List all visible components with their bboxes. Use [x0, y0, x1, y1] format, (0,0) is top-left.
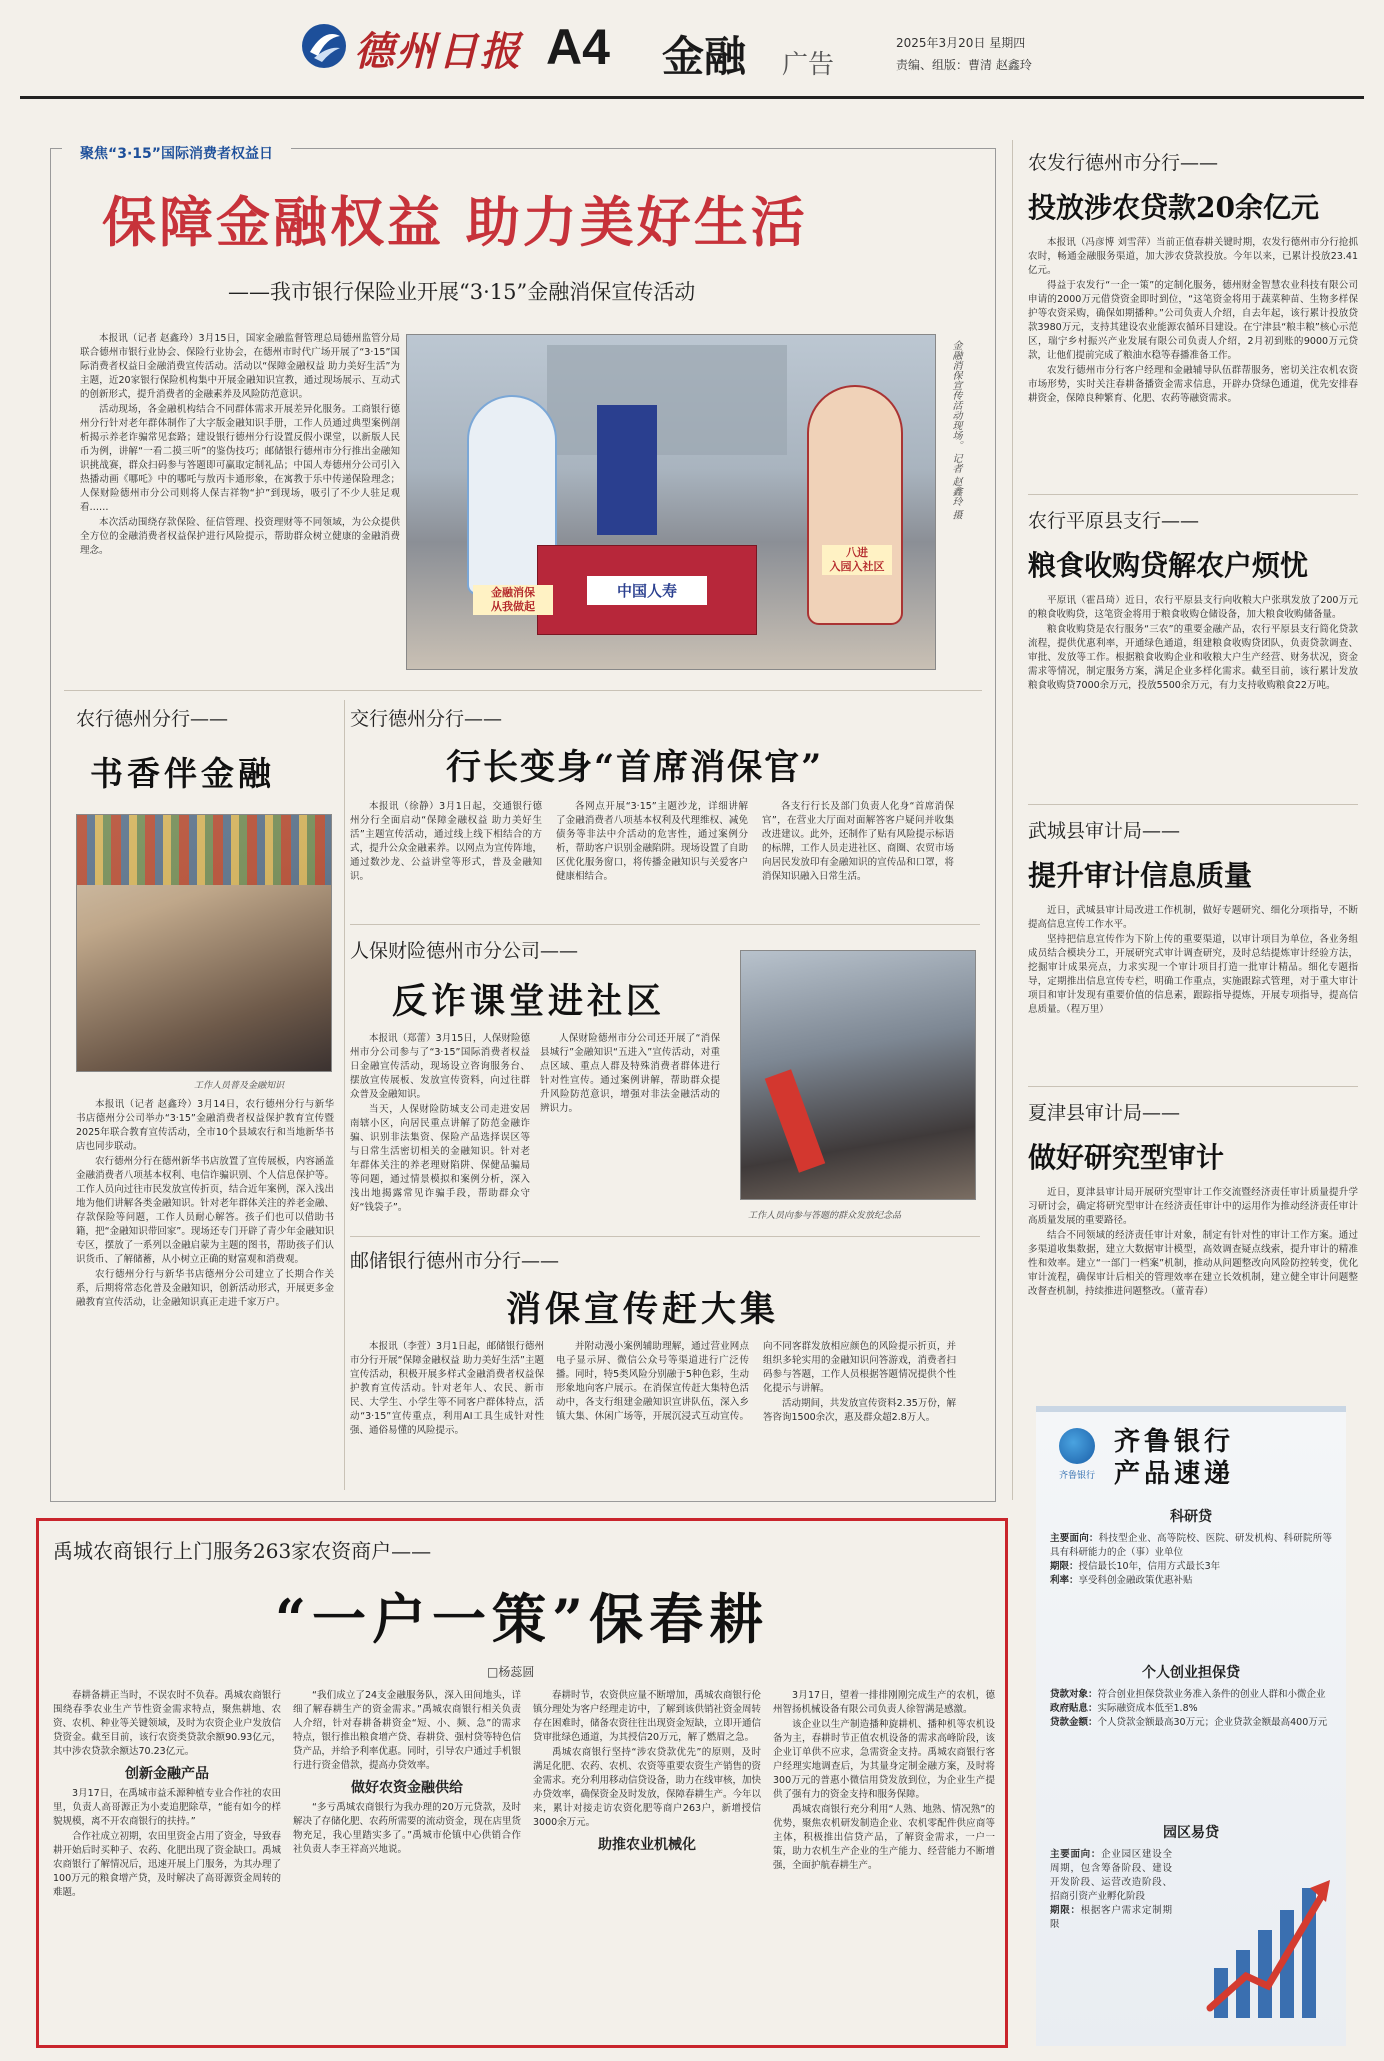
- article-headline: 书香伴金融: [90, 754, 275, 793]
- article-kicker: 农发行德州市分行——: [1028, 152, 1219, 174]
- comm-body-col3: [762, 800, 954, 918]
- picc-paragraph: 当天，人保财险防城支公司走进安居南辖小区，向居民重点讲解了防范金融诈骗、识别非法集资、保险产品选择误区等与日常生活密切相关的金融知识。针对老年群体关注的养老理财陷阱、保健品骗局等问题，通过情景模拟和案例分析，深入浅出地揭露常见诈骗手段，帮助群众守好“钱袋子”。: [350, 1104, 530, 1213]
- yucheng-subhead: 创新金融产品: [125, 1766, 209, 1782]
- display-board: [597, 405, 657, 535]
- article-kicker: 武城县审计局——: [1028, 820, 1181, 842]
- issue-date: 2025年3月20日 星期四: [896, 36, 1026, 50]
- mascot-right: [807, 385, 903, 625]
- psbc-body-col1: [350, 1340, 544, 1490]
- picc-body-col1: [350, 1032, 530, 1227]
- section-divider: [1028, 494, 1358, 495]
- sash: [765, 1069, 826, 1173]
- xiajin-body: [1028, 1186, 1358, 1386]
- qilu-logo-text: 齐鲁银行: [1058, 1471, 1095, 1481]
- sign-text: 八进: [846, 546, 868, 559]
- yucheng-paragraph: “多亏禹城农商银行为我办理的20万元贷款，及时解决了存储化肥、农药所需要的流动资金，现在店里货物充足，我心里踏实多了。”禹城市伦镇中心供销合作社负责人李王祥高兴地说。: [293, 1802, 521, 1855]
- qilu-row-label: 贷款对象：: [1050, 1689, 1098, 1700]
- yucheng-paragraph: 合作社成立初期，农田里资金占用了资金，导致春耕开始后时买种子、农药、化肥出现了资金缺口。禹城农商银行了解情况后，迅速开展上门服务，为其办理了100万元的粮食增产贷，及时解决了高哥源资金周转的难题。: [53, 1831, 281, 1898]
- xiajin-paragraph: 近日，夏津县审计局开展研究型审计工作交流暨经济责任审计质量提升学习研讨会，确定将研究型审计在经济责任审计中的运用作为推动经济责任审计高质量发展的重要路径。: [1028, 1187, 1358, 1226]
- abc-body: [76, 1098, 334, 1486]
- masthead: [0, 0, 1384, 100]
- article-kicker: 夏津县审计局——: [1028, 1102, 1181, 1124]
- section-tag: 广告: [782, 50, 835, 80]
- qilu-section-title: 科研贷: [1170, 1509, 1212, 1525]
- yucheng-col4: [773, 1689, 995, 2041]
- comm-body-col1: [350, 800, 542, 918]
- qilu-row: [1036, 1848, 1186, 1932]
- agri-dev-article: [1028, 148, 1364, 488]
- section-name: 金融: [662, 32, 747, 81]
- qilu-title: 齐鲁银行 产品速递: [1114, 1427, 1235, 1489]
- feature-photo: [406, 334, 936, 670]
- agri-dev-body: [1028, 236, 1358, 486]
- abc-paragraph: 本报讯（记者 赵鑫玲）3月14日，农行德州分行与新华书店德州分公司举办“3·15”金融消费者权益保护教育宣传暨2025年联合教育宣传活动，全市10个县域农行和当地新华书店也同步联动。: [76, 1099, 334, 1152]
- yucheng-paragraph: 禹城农商银行充分利用“人熟、地熟、情况熟”的优势，聚焦农机研发制造企业、农机零配件供应商等主体，积极推出信贷产品，了解资金需求，一户一策，助力农机生产企业的生产能力、经营能力不断增强，全面护航春耕生产。: [773, 1804, 995, 1871]
- agri-pingyuan-article: [1028, 506, 1364, 798]
- qilu-row: [1036, 1532, 1346, 1588]
- abc-paragraph: 农行德州分行在德州新华书店放置了宣传展板，内容涵盖金融消费者八项基本权利、电信诈骗识别、个人信息保护等。工作人员向过往市民发放宣传折页，结合近年案例，深入浅出地为他们讲解各类金融知识。针对老年群体关注的养老金融、存款保险等问题，工作人员耐心解答。孩子们也可以借助书籍，把“金融知识带回家”。现场还专门开辟了青少年金融知识专区，摆放了一系列以金融启蒙为主题的图书，帮助孩子们认识货币、了解储蓄，从小树立正确的财富观和消费观。: [76, 1156, 334, 1265]
- qilu-row-text: 企业园区建设全周期，包含筹备阶段、建设开发阶段、运营改造阶段、招商引资产业孵化阶段: [1050, 1849, 1172, 1902]
- yucheng-col2: [293, 1689, 521, 2041]
- feature-banner: [62, 141, 291, 167]
- qilu-row-label: 贷款金额：: [1050, 1717, 1098, 1728]
- qilu-row-label: 利率：: [1050, 1575, 1079, 1586]
- feature-photo-building: [547, 345, 787, 455]
- article-headline: 消保宣传赶大集: [506, 1289, 780, 1330]
- article-kicker: 人保财险德州市分公司——: [350, 940, 579, 962]
- wucheng-paragraph: 坚持把信息宣传作为下阶上传的重要渠道，以审计项目为单位，各业务组成员结合模块分工，开展研究式审计调查研究，及时总结提炼审计经验方法，挖掘审计成果亮点，力求实现一个审计项目打造一批审计精品。细化专题指导，定期推出信息宣传专栏，明确工作重点，实施跟踪式管理，对于重大审计项目和审计发现有重要价值的信息素，跟踪指导提炼，开展专项指导，提高信息质量。（程万里）: [1028, 934, 1358, 1015]
- article-headline: 行长变身“首席消保官”: [446, 747, 824, 788]
- paper-name: 德州日报: [354, 28, 522, 75]
- psbc-paragraph: 活动期间，共发放宣传资料2.35万份，解答咨询1500余次，惠及群众超2.8万人。: [763, 1398, 956, 1423]
- agri-dev-paragraph: 本报讯（冯彦博 刘雪萍）当前正值春耕关键时期，农发行德州市分行抢抓农时，畅通金融服务渠道，加大涉农贷款投放。今年以来，已累计投放23.41亿元。: [1028, 237, 1358, 276]
- qilu-row: [1036, 1688, 1346, 1730]
- section-divider: [350, 1236, 980, 1237]
- feature-paragraph: 本次活动围绕存款保险、征信管理、投资理财等不同领域，为公众提供全方位的金融消费者权益保护进行风险提示，帮助群众树立健康的金融消费理念。: [80, 517, 400, 556]
- editor-credits: 责编、组版：曹清 赵鑫玲: [896, 58, 1032, 72]
- qilu-row-label: 主要面向：: [1050, 1849, 1102, 1860]
- article-kicker: 邮储银行德州市分行——: [350, 1250, 560, 1272]
- qilu-row-label: 政府贴息：: [1050, 1703, 1098, 1714]
- qilu-section-title: 个人创业担保贷: [1142, 1665, 1240, 1681]
- qilu-row-text: 科技型企业、高等院校、医院、研发机构、科研院所等具有科研能力的企（事）业单位: [1050, 1533, 1332, 1558]
- growth-chart-icon: [1206, 1858, 1336, 2028]
- yucheng-paragraph: 禹城农商银行坚持“涉农贷款优先”的原则，及时满足化肥、农药、农机、农资等重要农资生产销售的资金需求。充分利用移动信贷设备，助力在线审核，加快办贷效率，确保资金及时发放，保障春耕生产。今年以来，累计对接走访农资化肥等商户263户，新增授信3000余万元。: [533, 1747, 761, 1828]
- sign-text: 金融消保: [491, 586, 535, 599]
- yucheng-article: [36, 1518, 1008, 2048]
- feature-headline: 保障金融权益 助力美好生活: [102, 190, 808, 254]
- qilu-row-text: 享受科创金融政策优惠补贴: [1078, 1575, 1193, 1586]
- sign-text: 从我做起: [491, 600, 535, 613]
- qilu-section: [1036, 1656, 1346, 1730]
- psbc-article: [350, 1242, 990, 1492]
- feature-paragraph: 活动现场，各金融机构结合不同群体需求开展差异化服务。工商银行德州分行针对老年群体制作了大字版金融知识手册，工作人员通过典型案例剖析揭示养老诈骗常见套路；建设银行德州分行设置反假小课堂，以新版人民币为例，讲解“一看二摸三听”的鉴伪技巧；邮储银行德州市分行推出金融知识挑战赛，群众扫码参与答题即可赢取定制礼品；中国人寿德州分公司引入热播动画《哪吒》中的哪吒与敖丙卡通形象，在寓教于乐中传递保险理念；人保财险德州市分公司则将人保吉祥物“护”到现场，吸引了不少人驻足观看……: [80, 404, 400, 513]
- comm-paragraph: 各支行行长及部门负责人化身“首席消保官”，在营业大厅面对面解答客户疑问并收集改进建议。此外，还制作了贴有风险提示标语的标牌，工作人员走进社区、商圈、农贸市场向居民发放印有金融知识的宣传品和口罩，将消保知识融入日常生活。: [762, 801, 954, 882]
- yucheng-paragraph: 3月17日，在禹城市益禾源种植专业合作社的农田里，负责人高哥源正为小麦追肥除草，“能有如今的样貌规模，离不开农商银行的扶持。”: [53, 1788, 281, 1827]
- agri-dev-paragraph: 得益于农发行“一企一策”的定制化服务，德州财金智慧农业科技有限公司申请的2000万元借贷资金即时到位，“这笔资金将用于蔬菜种苗、生物多样保护等农资采购，确保如期播种。”公司负责人介绍，自去年起，该行累计投放贷款3980万元，支持其建设农业能源农循环目建设。在宁津县“粮丰粮”核心示范区，瑞宁乡村振兴产业发展有限公司负责人介绍，2月初到账的9000万元贷款，让他们提前完成了粮油水稳等春播准备工作。: [1028, 280, 1358, 361]
- column-divider: [344, 700, 345, 1490]
- comm-article: [350, 700, 990, 920]
- article-headline: 反诈课堂进社区: [392, 981, 666, 1022]
- sign-panel: [822, 545, 892, 575]
- yucheng-paragraph: 春耕时节，农资供应量不断增加，禹城农商银行伦镇分理处为客户经理走访中，了解到该供销社资金周转存在困难时，储备农资往往出现资金短缺，立即开通信贷审批绿色通道，为其授信20万元，解了燃眉之急。: [533, 1690, 761, 1743]
- abc-article: [64, 700, 342, 1490]
- yucheng-paragraph: 3月17日，望着一排排刚刚完成生产的农机，德州智扬机械设备有限公司负责人徐智满是感激。: [773, 1690, 995, 1715]
- feature-headline-block: [88, 172, 988, 332]
- feature-paragraph: 本报讯（记者 赵鑫玲）3月15日，国家金融监督管理总局德州监管分局联合德州市银行业协会、保险行业协会，在德州市时代广场开展了“3·15”国际消费者权益日金融消费宣传活动。活动以“保障金融权益 助力美好生活”为主题，近20家银行保险机构集中开展金融知识宣教，通过现场展示、互动式的创新形式，提升消费者的金融素养及风险防范意识。: [80, 333, 400, 400]
- qilu-row-text: 授信最长10年，信用方式最长3年: [1078, 1561, 1221, 1572]
- section-divider: [1028, 1086, 1358, 1087]
- masthead-rule: [20, 96, 1364, 99]
- comm-paragraph: 本报讯（徐静）3月1日起，交通银行德州分行全面启动“保障金融权益 助力美好生活”主题宣传活动，通过线上线下相结合的方式，提升公众金融素养。以网点为宣传阵地，通过数沙龙、公益讲堂等形式，普及金融知识。: [350, 801, 542, 882]
- qilu-section: [1036, 1500, 1346, 1588]
- yucheng-col1: [53, 1689, 281, 2041]
- page-number: A4: [546, 19, 610, 75]
- article-headline: 投放涉农贷款20余亿元: [1028, 191, 1319, 224]
- picc-paragraph: 人保财险德州市分公司还开展了“消保县城行”金融知识“五进入”宣传活动，对重点区域、重点人群及特殊消费者群体进行针对性宣传。通过案例讲解，帮助群众提升风险防范意识，增强对非法金融活动的辨识力。: [540, 1033, 720, 1114]
- qilu-logo-icon: [1059, 1428, 1095, 1464]
- sign-panel: [473, 585, 553, 615]
- table-sign: 中国人寿: [587, 576, 707, 605]
- qilu-row-text: 符合创业担保贷款业务准入条件的创业人群和小微企业: [1097, 1689, 1326, 1700]
- psbc-paragraph: 并附动漫小案例辅助理解，通过营业网点电子显示屏、微信公众号等渠道进行广泛传播。同时，特5类风险分别融于5种色彩，生动形象地向客户展示。在消保宣传赶大集特色活动中，各支行组建金融知识宣讲队伍，深入乡镇大集、休闲广场等，开展沉浸式互动宣传。向不同客群发放相应颜色的风险提示折页，并组织多轮实用的金融知识问答游戏，消费者扫码参与答题，工作人员根据答题情况提供个性化提示与讲解。: [556, 1341, 956, 1422]
- qilu-row-text: 实际融资成本低至1.8%: [1097, 1703, 1198, 1714]
- article-kicker: 交行德州分行——: [350, 708, 503, 730]
- psbc-paragraph: 本报讯（李萱）3月1日起，邮储银行德州市分行开展“保障金融权益 助力美好生活”主题宣传活动，积极开展多样式金融消费者权益保护教育宣传活动。针对老年人、农民、新市民、大学生、小学生等不同客户群体特点，活动“3·15”宣传重点，利用AI工具生成针对性强、通俗易懂的风险提示。: [350, 1341, 544, 1436]
- qilu-ad: [1036, 1406, 1346, 2046]
- yucheng-subhead: 助推农业机械化: [598, 1837, 696, 1853]
- article-headline: 粮食收购贷解农户烦忧: [1028, 549, 1309, 582]
- abc-photo: [76, 814, 332, 1072]
- article-kicker: 农行德州分行——: [76, 708, 229, 730]
- feature-subhead: ——我市银行保险业开展“3·15”金融消保宣传活动: [228, 280, 696, 304]
- bookshelf: [77, 815, 332, 885]
- byline: □杨蕊圆: [487, 1665, 535, 1679]
- yucheng-paragraph: “我们成立了24支金融服务队，深入田间地头，详细了解春耕生产的资金需求。”禹城农商银行相关负责人介绍，针对春耕备耕资金“短、小、频、急”的需求特点，银行推出粮食增产贷、春耕贷、强村贷等特色信贷产品，并给予利率优惠。同时，引导农户通过手机银行进行资金借款，提高办贷效率。: [293, 1690, 521, 1771]
- picc-body-col2: [540, 1032, 720, 1227]
- picc-photo: [740, 950, 976, 1200]
- agri-dev-paragraph: 农发行德州市分行客户经理和金融辅导队伍群帮服务，密切关注农机农资市场形势，实时关注春耕备播资金需求信息，开辟办贷绿色通道，优先安排春耕资金，保障良种繁育、化肥、农药等融资需求。: [1028, 365, 1358, 404]
- section-divider: [1028, 804, 1358, 805]
- yucheng-subhead: 做好农资金融供给: [351, 1780, 463, 1796]
- abc-photo-caption: 工作人员普及金融知识: [194, 1081, 285, 1091]
- wucheng-body: [1028, 904, 1358, 1076]
- article-kicker: 禹城农商银行上门服务263家农资商户——: [53, 1539, 432, 1563]
- qilu-row-text: 个人贷款金额最高30万元；企业贷款金额最高400万元: [1097, 1717, 1328, 1728]
- sidebar-divider: [1012, 140, 1013, 1500]
- yucheng-paragraph: 该企业以生产制造播种旋耕机、播种机等农机设备为主，春耕时节正值农机设备的需求高峰阶段，该企业订单供不应求，急需资金支持。禹城农商银行客户经理实地调查后，为其量身定制金融方案，及时将300万元的普惠小微信用贷发放到位，为企业生产提供了强有力的资金支持和服务保障。: [773, 1719, 995, 1800]
- feature-banner-text: 聚焦“3·15”国际消费者权益日: [80, 146, 273, 162]
- picc-paragraph: 本报讯（郑蕾）3月15日，人保财险德州市分公司参与了“3·15”国际消费者权益日金融宣传活动，现场设立咨询服务台、摆放宣传展板、发放宣传资料，向过往群众普及金融知识。: [350, 1033, 530, 1100]
- feature-divider: [64, 690, 982, 691]
- article-headline: “一户一策”保春耕: [275, 1587, 770, 1651]
- yucheng-paragraph: 春耕备耕正当时，不误农时不负春。禹城农商银行围绕春季农业生产节性资金需求特点，聚焦耕地、农资、农机、种业等关键领域，及时为农资企业户发放信贷资金。截至目前，该行农资类贷款余额90.93亿元，其中涉农贷款余额达70.23亿元。: [53, 1690, 281, 1757]
- info-table: [537, 545, 757, 635]
- qilu-row-text: 根据客户需求定制期限: [1050, 1905, 1172, 1930]
- qilu-row-label: 主要面向：: [1050, 1533, 1099, 1544]
- abc-paragraph: 农行德州分行与新华书店德州分公司建立了长期合作关系，后期将常态化普及金融知识，创新活动形式，开展更多金融教育宣传活动，让金融知识真正走进千家万户。: [76, 1269, 334, 1308]
- psbc-body-col2: [556, 1340, 956, 1490]
- comm-body-col2: [556, 800, 748, 918]
- feature-body: [80, 332, 400, 678]
- wucheng-paragraph: 近日，武城县审计局改进工作机制，做好专题研究、细化分项指导，不断提高信息宣传工作水平。: [1028, 905, 1358, 930]
- picc-article: [350, 932, 990, 1232]
- article-kicker: 农行平原县支行——: [1028, 510, 1200, 532]
- feature-photo-caption: 金融消保宣传活动现场。 记者 赵鑫玲 摄: [950, 340, 961, 520]
- xiajin-paragraph: 结合不同领域的经济责任审计对象，制定有针对性的审计工作方案。通过多渠道收集数据，建立大数据审计模型，高效调查疑点线索，提升审计的精准性和效率。建立“一部门一档案”机制，推动从问题整改向风险防控转变，优化审计流程，确保审计后相关的管理效率在建立长效机制，建立健全审计问题整改督查机制，持续推进问题整改。（董青春）: [1028, 1230, 1358, 1297]
- comm-paragraph: 各网点开展“3·15”主题沙龙，详细讲解了金融消费者八项基本权利及代理维权、减免债务等非法中介活动的危害性，通过案例分析，帮助客户识别金融陷阱。现场设置了自助区优化服务窗口，将传播金融知识与关爱客户健康相结合。: [556, 801, 748, 882]
- article-headline: 做好研究型审计: [1028, 1141, 1225, 1174]
- agri-pingyuan-paragraph: 粮食收购贷是农行服务“三农”的重要金融产品，农行平原县支行简化贷款流程，提供优惠利率，开通绿色通道，组建粮食收购贷团队，负责贷款调查、审批、发放等工作。根据粮食收购企业和收粮大户生产经营、财务状况，资金需求等情况，制定服务方案，满足企业多样化需求。截至目前，该行累计发放粮食收购贷7000余万元，投放5500余万元，有力支持收购粮食22万吨。: [1028, 624, 1358, 691]
- sign-text: 入园入社区: [829, 560, 885, 573]
- qilu-section-title: 园区易贷: [1163, 1825, 1219, 1841]
- qilu-row-label: 期限：: [1050, 1561, 1079, 1572]
- agri-pingyuan-body: [1028, 594, 1358, 798]
- yucheng-col3: [533, 1689, 761, 2041]
- qilu-row-label: 期限：: [1050, 1905, 1081, 1916]
- qilu-logo: [1052, 1428, 1102, 1490]
- picc-photo-caption: 工作人员向参与答题的群众发放纪念品: [748, 1211, 902, 1221]
- wucheng-article: [1028, 816, 1364, 1078]
- section-divider: [350, 924, 980, 925]
- newspaper-logo-icon: [300, 22, 348, 70]
- xiajin-article: [1028, 1098, 1364, 1388]
- agri-pingyuan-paragraph: 平原讯（霍昌琦）近日，农行平原县支行向收粮大户张琪发放了200万元的粮食收购贷，这笔资金将用于粮食收购仓储设备，加大粮食收购储备量。: [1028, 595, 1358, 620]
- article-headline: 提升审计信息质量: [1028, 859, 1253, 892]
